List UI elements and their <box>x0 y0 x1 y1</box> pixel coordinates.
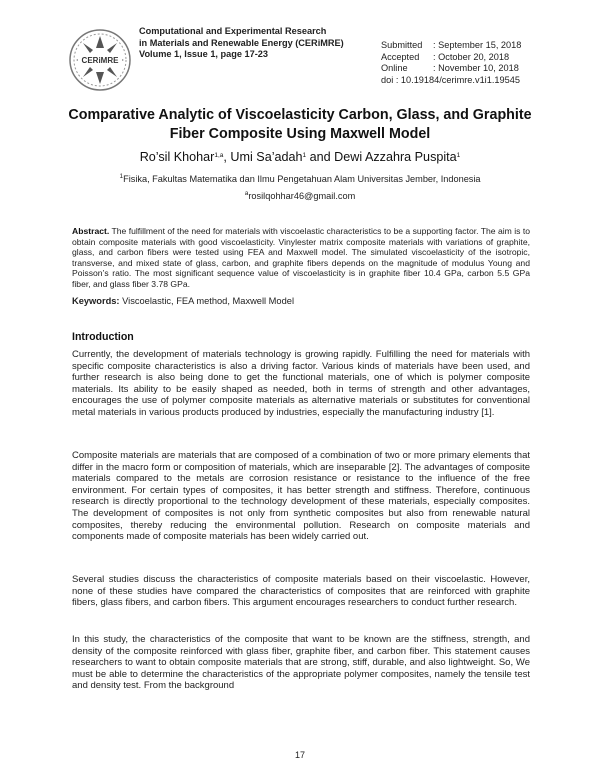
publication-dates <box>381 40 521 86</box>
date-accepted: Accepted : October 20, 2018 <box>381 51 510 62</box>
section-heading-introduction: Introduction <box>72 331 134 343</box>
journal-logo <box>68 28 132 92</box>
paper-title: Comparative Analytic of Viscoelasticity Carbon, Glass, and Graphite Fiber Composite Using Maxwell Model <box>68 107 532 142</box>
paragraph: Several studies discuss the characteristics of composite materials based on their viscoelastic. However, none of these studies have compared the characteristics of composites that are reinforced with graphite fibers, glass fibers, and carbon fibers. This argument encourages researchers to conduct further research. <box>72 574 530 609</box>
doi: doi : 10.19184/cerimre.v1i1.19545 <box>381 74 520 85</box>
keywords: Keywords: Viscoelastic, FEA method, Maxwell Model <box>72 296 295 306</box>
paragraph: Currently, the development of materials technology is growing rapidly. Fulfilling the need for materials with specific composite characteristics is also a driving factor. Various kinds of materials have been used, and further research is also being done to get the functional materials, one of which is polymer composite materials. Its ability to be easily shaped as needed, both in terms of strength and other advantages, encourages the use of polymer composite materials as alternative materials or substitutes for conventional metal materials in various products produced by industries, especially the manufacturing industry [1]. <box>72 349 530 418</box>
author-list: Ro’sil Khohar$^{1,a}$, Umi Sa’adah$^1$ and Dewi Azzahra Puspita$^1$ <box>139 150 461 164</box>
author-email: $^a$rosilqohhar46@gmail.com <box>244 190 356 201</box>
paragraph: In this study, the characteristics of the composite that want to be known are the stiffness, strength, and density of the composite reinforced with glass fiber, graphite fiber, and carbon fiber. This statement causes researchers to want to obtain composite materials that are strong, stiff, durable, and also lightweight. So, We must be able to determine the characteristics of the appropriate polymer composites, namely the tensile test and density test. From the background <box>72 634 530 692</box>
journal-name-line1: Computational and Experimental Research <box>139 26 327 36</box>
logo-text: CERiMRE <box>81 56 119 65</box>
journal-name-line2: in Materials and Renewable Energy (CERiMRE) <box>139 37 344 48</box>
date-submitted: Submitted : September 15, 2018 <box>381 40 522 50</box>
affiliation: $^1$Fisika, Fakultas Matematika dan Ilmu Pengetahuan Alam Universitas Jember, Indonesia <box>119 173 481 184</box>
page-number: 17 <box>294 750 305 760</box>
date-online: Online : November 10, 2018 <box>381 63 519 73</box>
paragraph: Composite materials are materials that are composed of a combination of two or more primary elements that differ in the macro form or composition of materials, which are inseparable [2]. The advantages of composite materials compared to the metals are corrosion resistance or resistance to the influence of the free environment. For certain types of composites, it has better strength and stiffness. Therefore, continuous research is directly proportional to the technology development of these materials, especially composites. The development of composites is not only from synthetic composites but also from renewable natural composites, thereby reducing the environmental pollution. Research on composite materials and components made of composite materials has been widely carried out. <box>72 450 530 543</box>
abstract: Abstract. The fulfillment of the need for materials with viscoelastic characteristics to be a supporting factor. The aim is to obtain composite materials with good viscoelasticity. Vinylester matrix composite materials with variations of graphite, glass, and carbon fibers were tested using FEA and Maxwell model. The simulated viscoelasticity of the isotropic, transverse, and mixed state of glass, carbon, and graphite fibers depends on the magnitude of modulus Young and Poisson’s ratio. The most significant sequence value of viscoelasticity is in graphite fiber 10.4 GPa, carbon 5.5 GPa fiber, and glass fiber 3.78 GPa. <box>72 226 530 289</box>
journal-info <box>139 26 344 61</box>
journal-volume: Volume 1, Issue 1, page 17-23 <box>139 49 269 59</box>
